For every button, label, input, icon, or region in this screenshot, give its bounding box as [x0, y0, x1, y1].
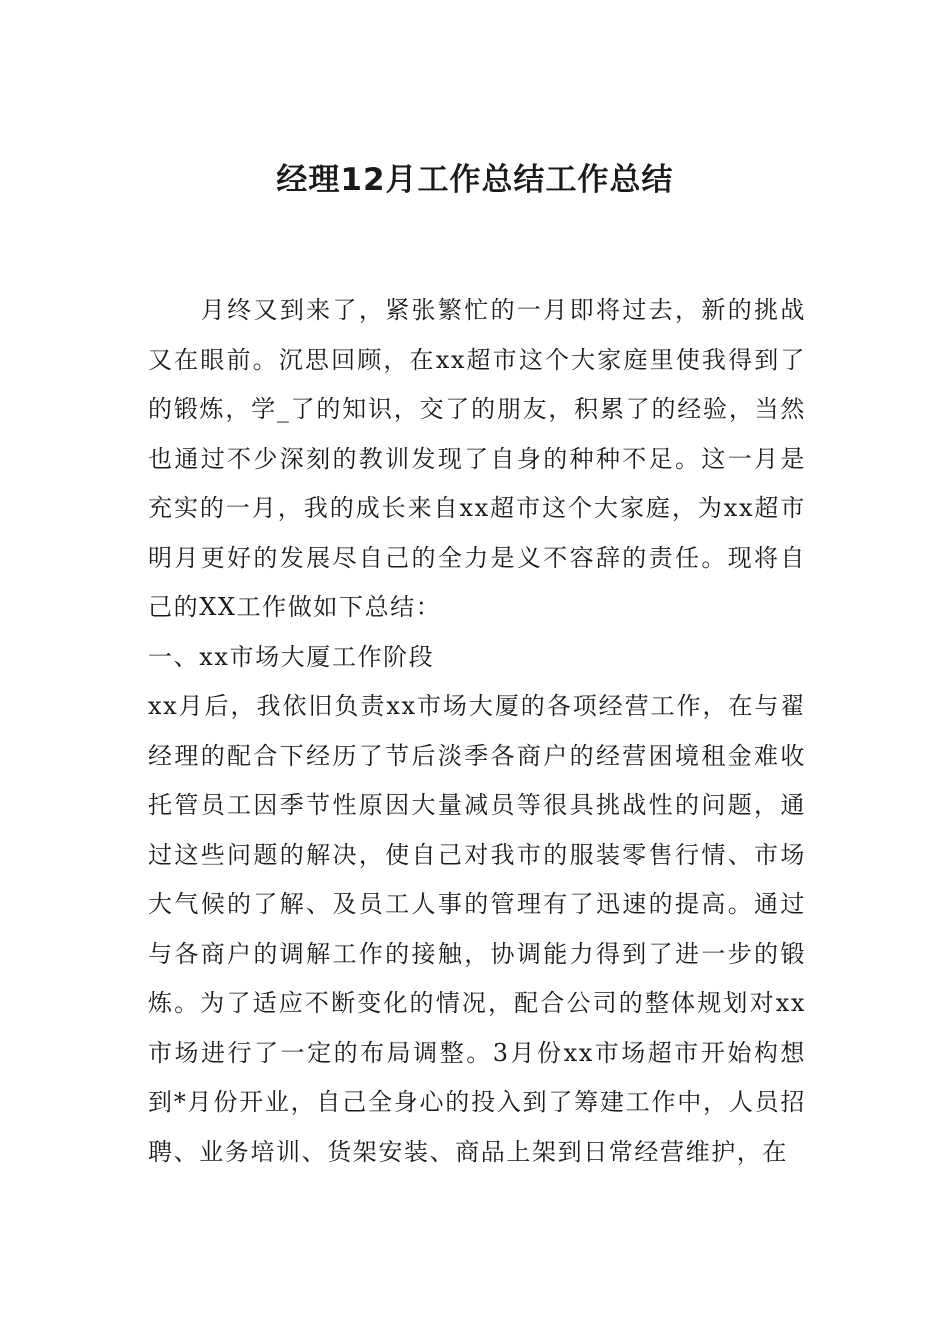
paragraph-section-1: xx月后，我依旧负责xx市场大厦的各项经营工作，在与翟经理的配合下经历了节后淡季各商户的经营困境租金难收托管员工因季节性原因大量减员等很具挑战性的问题，通过这些问题的解决，使自己对我市的服装零售行情、市场大气候的了解、及员工人事的管理有了迅速的提高。通过与各商户的调解工作的接触，协调能力得到了进一步的锻炼。为了适应不断变化的情况，配合公司的整体规划对xx市场进行了一定的布局调整。3月份xx市场超市开始构想到*月份开业，自己全身心的投入到了筹建工作中，人员招聘、业务培训、货架安装、商品上架到日常经营维护，在: [148, 692, 806, 1166]
paragraph-intro: 月终又到来了，紧张繁忙的一月即将过去，新的挑战又在眼前。沉思回顾，在xx超市这个大家庭里使我得到了的锻炼，学_了的知识，交了的朋友，积累了的经验，当然也通过不少深刻的教训发现了自身的种种不足。这一月是充实的一月，我的成长来自xx超市这个大家庭，为xx超市明月更好的发展尽自己的全力是义不容辞的责任。现将自己的XX工作做如下总结：: [148, 296, 806, 621]
section-heading: 一、xx市场大厦工作阶段: [148, 642, 435, 671]
document-body: [148, 286, 806, 1177]
document-title: 经理12月工作总结工作总结: [276, 162, 674, 198]
